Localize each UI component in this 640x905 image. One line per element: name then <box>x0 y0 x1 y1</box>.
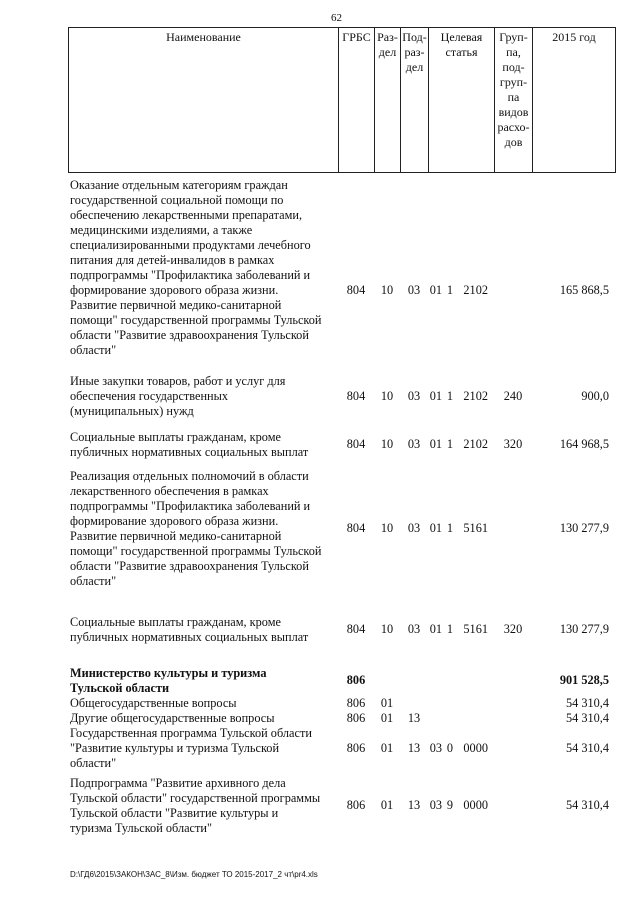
row-name-line: Общегосударственные вопросы <box>70 696 237 710</box>
row-name-line: Тульской области "Развитие культуры и <box>70 806 279 820</box>
header-name: Наименование <box>166 30 241 44</box>
row-name-line: обеспечения государственных <box>70 389 229 403</box>
row-name-line: Социальные выплаты гражданам, кроме <box>70 430 281 444</box>
row-podrazdel: 13 <box>407 798 421 812</box>
row-grbs: 804 <box>346 437 366 451</box>
header-podrazdel-line: дел <box>405 60 424 74</box>
row-name-line: медицинскими изделиями, а также <box>70 223 253 237</box>
header-vline-right <box>615 27 616 173</box>
row-amount: 901 528,5 <box>559 673 609 687</box>
row-name-line: государственной социальной помощи по <box>70 193 284 207</box>
row-target-direction: 2102 <box>463 437 488 451</box>
row-name-line: Развитие первичной медико-санитарной <box>70 529 282 543</box>
row-name-line: помощи" государственной программы Тульской <box>70 313 322 327</box>
row-name-line: питания для детей-инвалидов в рамках <box>70 253 275 267</box>
row-amount: 54 310,4 <box>565 711 609 725</box>
header-gruppa-line: Груп- <box>499 30 528 44</box>
row-name-line: публичных нормативных социальных выплат <box>70 630 309 644</box>
row-name-line: помощи" государственной программы Тульской <box>70 544 322 558</box>
header-vline-grbs <box>338 27 339 173</box>
row-grbs: 804 <box>346 622 366 636</box>
header-podrazdel <box>401 30 428 75</box>
row-name-line: Тульской области <box>70 681 170 695</box>
row-name-line: Иные закупки товаров, работ и услуг для <box>70 374 286 388</box>
row-name-line: области" <box>70 756 117 770</box>
row-razdel: 01 <box>380 798 394 812</box>
file-path-footer: D:\ГД6\2015\ЗАКОН\ЗАС_8\Изм. бюджет ТО 2015-2017_2 чт\pr4.xls <box>70 870 318 879</box>
row-target-direction: 5161 <box>463 622 488 636</box>
row-razdel: 01 <box>380 696 394 710</box>
row-razdel: 01 <box>380 741 394 755</box>
header-celevaya-line: Целевая <box>440 30 483 44</box>
page-number: 62 <box>331 12 342 24</box>
row-target-subprogram: 1 <box>446 521 454 535</box>
row-target-direction: 2102 <box>463 389 488 403</box>
row-target-direction: 5161 <box>463 521 488 535</box>
row-target-program: 01 <box>429 437 442 451</box>
row-name-line: формирование здорового образа жизни. <box>70 283 279 297</box>
header-razdel-line: Раз- <box>377 30 398 44</box>
row-target-program: 01 <box>429 283 442 297</box>
row-target-program: 01 <box>429 622 442 636</box>
row-grbs: 806 <box>346 798 366 812</box>
row-name-line: лекарственного обеспечения в рамках <box>70 484 269 498</box>
row-name-line: Развитие первичной медико-санитарной <box>70 298 282 312</box>
row-name <box>70 696 338 711</box>
row-name <box>70 374 338 419</box>
row-name-line: области" <box>70 343 117 357</box>
row-name-line: (муниципальных) нужд <box>70 404 194 418</box>
row-target-subprogram: 1 <box>446 389 454 403</box>
header-bottom-border <box>68 172 616 173</box>
row-target-direction: 0000 <box>463 798 488 812</box>
row-podrazdel: 03 <box>407 437 421 451</box>
row-name-line: специализированными продуктами лечебного <box>70 238 311 252</box>
header-vline-year <box>532 27 533 173</box>
row-amount: 54 310,4 <box>565 798 609 812</box>
row-expense-type: 240 <box>503 389 523 403</box>
row-grbs: 806 <box>346 741 366 755</box>
row-name <box>70 469 338 589</box>
row-name <box>70 615 338 645</box>
header-podrazdel-line: Под- <box>402 30 427 44</box>
row-target-direction: 2102 <box>463 283 488 297</box>
row-name-line: формирование здорового образа жизни. <box>70 514 279 528</box>
row-target-program: 01 <box>429 521 442 535</box>
row-name-line: Реализация отдельных полномочий в области <box>70 469 309 483</box>
row-name-line: обеспечению лекарственными препаратами, <box>70 208 303 222</box>
row-amount: 900,0 <box>581 389 609 403</box>
row-name <box>70 711 338 726</box>
header-gruppa-line: видов <box>498 105 529 119</box>
row-amount: 54 310,4 <box>565 696 609 710</box>
row-name-line: области" <box>70 574 117 588</box>
row-razdel: 10 <box>380 622 394 636</box>
row-grbs: 806 <box>346 673 366 687</box>
header-gruppa-line: расхо- <box>497 120 530 134</box>
row-amount: 165 868,5 <box>559 283 609 297</box>
row-podrazdel: 03 <box>407 389 421 403</box>
row-grbs: 804 <box>346 521 366 535</box>
header-vline-left <box>68 27 69 173</box>
header-celevaya-line: статья <box>445 45 478 59</box>
header-year: 2015 год <box>552 30 596 44</box>
row-grbs: 806 <box>346 696 366 710</box>
row-grbs: 804 <box>346 389 366 403</box>
row-name <box>70 776 338 836</box>
row-razdel: 10 <box>380 389 394 403</box>
row-podrazdel: 13 <box>407 741 421 755</box>
row-target-subprogram: 1 <box>446 437 454 451</box>
row-name <box>70 430 338 460</box>
row-name-line: области "Развитие здравоохранения Тульской <box>70 559 309 573</box>
row-target-subprogram: 1 <box>446 283 454 297</box>
row-name-line: Оказание отдельным категориям граждан <box>70 178 288 192</box>
row-name <box>70 726 338 771</box>
row-target-program: 01 <box>429 389 442 403</box>
row-amount: 130 277,9 <box>559 521 609 535</box>
row-name-line: туризма Тульской области" <box>70 821 212 835</box>
header-gruppa-line: груп- <box>499 75 528 89</box>
row-amount: 164 968,5 <box>559 437 609 451</box>
row-name-line: области "Развитие здравоохранения Тульской <box>70 328 309 342</box>
row-podrazdel: 03 <box>407 521 421 535</box>
header-gruppa-line: под- <box>502 60 525 74</box>
row-name-line: "Развитие культуры и туризма Тульской <box>70 741 280 755</box>
row-expense-type: 320 <box>503 622 523 636</box>
header-top-border <box>68 27 616 28</box>
row-target-direction: 0000 <box>463 741 488 755</box>
row-target-program: 03 <box>429 798 442 812</box>
row-name <box>70 666 338 696</box>
row-grbs: 806 <box>346 711 366 725</box>
header-gruppa <box>495 30 532 150</box>
row-razdel: 10 <box>380 521 394 535</box>
header-grbs: ГРБС <box>342 30 371 44</box>
header-gruppa-line: па, <box>506 45 521 59</box>
row-name-line: Государственная программа Тульской области <box>70 726 312 740</box>
row-amount: 54 310,4 <box>565 741 609 755</box>
row-name-line: Другие общегосударственные вопросы <box>70 711 275 725</box>
row-podrazdel: 03 <box>407 622 421 636</box>
header-gruppa-line: дов <box>504 135 523 149</box>
row-name-line: Подпрограмма "Развитие архивного дела <box>70 776 286 790</box>
header-razdel-line: дел <box>378 45 397 59</box>
row-name-line: подпрограммы "Профилактика заболеваний и <box>70 499 311 513</box>
row-name-line: подпрограммы "Профилактика заболеваний и <box>70 268 311 282</box>
row-razdel: 10 <box>380 437 394 451</box>
row-name-line: Тульской области" государственной программы <box>70 791 321 805</box>
row-podrazdel: 03 <box>407 283 421 297</box>
header-razdel <box>375 30 400 60</box>
row-podrazdel: 13 <box>407 711 421 725</box>
row-name-line: Министерство культуры и туризма <box>70 666 267 680</box>
row-target-subprogram: 9 <box>446 798 454 812</box>
row-target-subprogram: 1 <box>446 622 454 636</box>
row-grbs: 804 <box>346 283 366 297</box>
row-name-line: публичных нормативных социальных выплат <box>70 445 309 459</box>
row-target-program: 03 <box>429 741 442 755</box>
row-razdel: 01 <box>380 711 394 725</box>
row-name-line: Социальные выплаты гражданам, кроме <box>70 615 281 629</box>
row-amount: 130 277,9 <box>559 622 609 636</box>
row-expense-type: 320 <box>503 437 523 451</box>
row-razdel: 10 <box>380 283 394 297</box>
header-podrazdel-line: раз- <box>404 45 425 59</box>
header-celevaya <box>429 30 494 60</box>
header-gruppa-line: па <box>507 90 520 104</box>
row-target-subprogram: 0 <box>446 741 454 755</box>
row-name <box>70 178 338 358</box>
